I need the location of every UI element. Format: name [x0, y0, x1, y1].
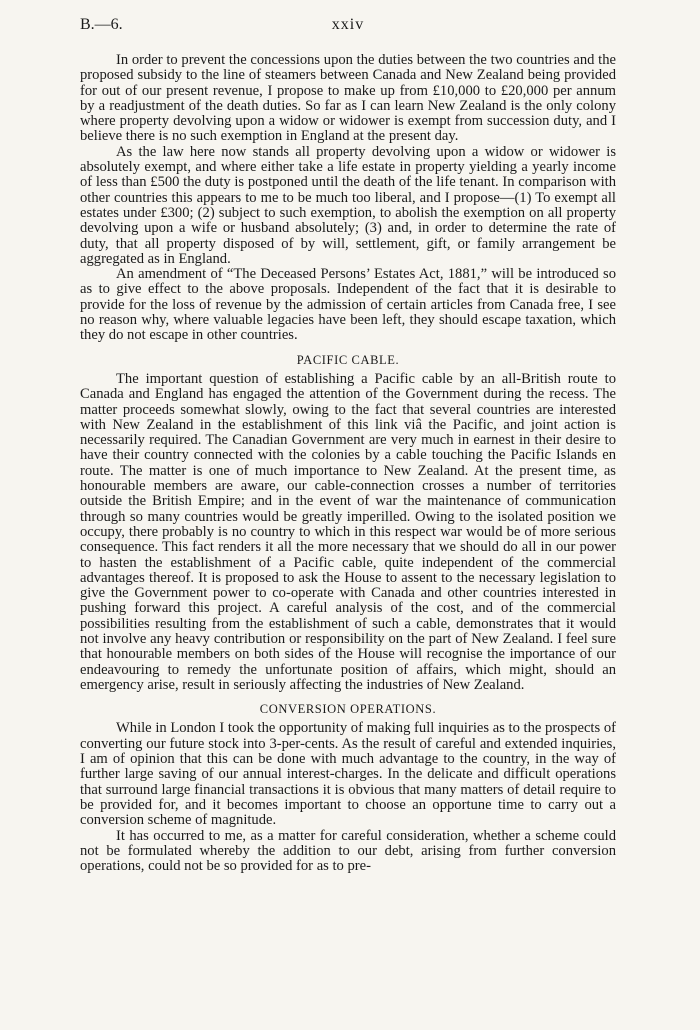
paragraph-widow-exemption: As the law here now stands all property devolving upon a widow or widower is absolutely exempt, and where either take a life estate in property yielding a yearly income of less than £500 the duty is postponed until the death of the life tenant. In comparison with other countries this appears to me to be much too liberal, and I propose—(1) To exempt all estates under £300; (2) subject to such exemption, to abolish the exemption on all property devolving upon a wife or husband absolutely; (3) and, in order to determine the rate of duty, that all property disposed of by will, settlement, gift, or family arrangement be aggregated as in England.: [80, 143, 616, 267]
paragraph-estates-act: An amendment of “The Deceased Persons’ Estates Act, 1881,” will be introduced so as to give effect to the above proposals. Independent of the fact that it is desirable to provide for the loss of revenue by the admission of certain articles from Canada free, I see no reason why, where valuable legacies have been left, they should escape taxation, which they do not escape in other countries.: [80, 266, 616, 344]
section-heading-pacific-cable: PACIFIC CABLE.: [296, 352, 400, 367]
paper-reference: B.—6.: [80, 16, 123, 33]
page-number: xxiv: [331, 16, 365, 33]
paragraph-conversion-scheme: It has occurred to me, as a matter for careful consideration, whether a scheme could not be formulated whereby the addition to our debt, arising from further conversion operations, could not be so provided for as to pre-: [80, 827, 616, 875]
page-header: [80, 16, 616, 38]
section-heading-conversion: CONVERSION OPERATIONS.: [259, 702, 437, 717]
paragraph-conversion-inquiries: While in London I took the opportunity of making full inquiries as to the prospects of converting our future stock into 3-per-cents. As the result of careful and extended inquiries, I am of opinion that this can be done with much advantage to the country, in the way of further large saving of our annual interest-charges. In the delicate and difficult operations that surround large financial transactions it is obvious that many matters of detail require to be provided for, and it becomes important to choose an opportune time to carry out a conversion scheme of magnitude.: [80, 720, 616, 829]
paragraph-pacific-cable: The important question of establishing a Pacific cable by an all-British route to Canada and England has engaged the attention of the Government during the recess. The matter proceeds somewhat slowly, owing to the fact that several countries are interested with New Zealand in the establishment of this link viâ the Pacific, and joint action is necessarily required. The Canadian Government are very much in earnest in their desire to have their country connected with the colonies by a cable touching the Pacific Islands en route. The matter is one of much importance to New Zealand. At the present time, as honourable members are aware, our cable-connection crosses a number of territories outside the British Empire; and in the event of war the maintenance of communication through so many countries would be greatly imperilled. Owing to the isolated position we occupy, there probably is no country to which in this respect war would be of more serious consequence. This fact renders it all the more necessary that we should do all in our power to hasten the establishment of a Pacific cable, quite independent of the commercial advantages thereof. It is proposed to ask the House to assent to the necessary legislation to give the Government power to co-operate with Canada and other countries interested in pushing forward this project. A careful analysis of the cost, and of the commercial possibilities resulting from the establishment of such a cable, demonstrates that it would not involve any heavy contribution or responsibility on the part of New Zealand. I feel sure that honourable members on both sides of the House will recognise the importance of our endeavouring to remedy the unfortunate position of affairs, which might, should an emergency arise, result in seriously affecting the industries of New Zealand.: [80, 370, 616, 693]
document-body: [80, 53, 616, 874]
paragraph-death-duties: In order to prevent the concessions upon the duties between the two countries and the proposed subsidy to the line of steamers between Canada and New Zealand being provided for out of our present revenue, I propose to make up from £10,000 to £20,000 per annum by a readjustment of the death duties. So far as I can learn New Zealand is the only colony where property devolving upon a widow or widower is exempt from succession duty, and I believe there is no such exemption in England at the present day.: [80, 52, 616, 145]
